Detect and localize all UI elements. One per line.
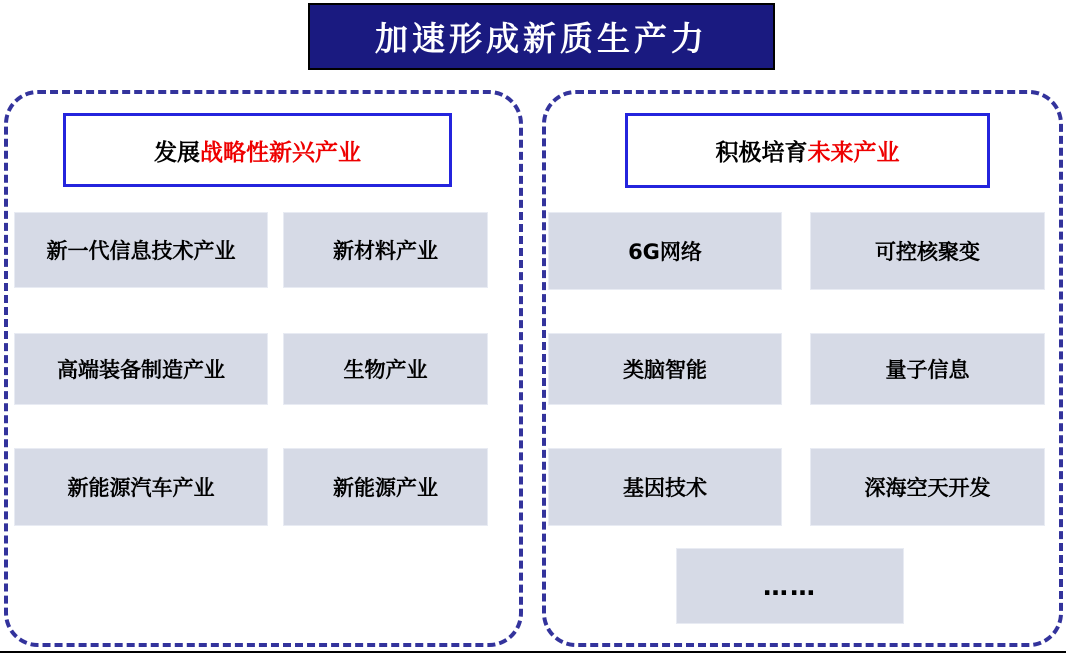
item-deep-sea-aerospace: 深海空天开发 [810,448,1045,526]
left-header-prefix: 发展 [154,139,200,166]
item-gene-technology: 基因技术 [548,448,782,526]
strategic-emerging-industries-panel [4,90,523,647]
item-nev-industry: 新能源汽车产业 [14,448,268,526]
item-new-materials: 新材料产业 [283,212,488,288]
item-quantum-info: 量子信息 [810,333,1045,405]
right-panel-header [625,113,990,188]
item-brain-like-ai: 类脑智能 [548,333,782,405]
future-industries-panel [542,90,1063,647]
item-next-gen-it: 新一代信息技术产业 [14,212,268,288]
left-panel-header [63,113,452,187]
right-header-prefix: 积极培育 [715,140,808,166]
item-controlled-fusion: 可控核聚变 [810,212,1045,290]
page-title: 加速形成新质生产力 [308,3,775,70]
item-biotech-industry: 生物产业 [283,333,488,405]
item-new-energy-industry: 新能源产业 [283,448,488,526]
item-high-end-equipment: 高端装备制造产业 [14,333,268,405]
left-header-highlight: 战略性新兴产业 [200,139,361,166]
item-6g-network: 6G网络 [548,212,782,290]
right-header-highlight: 未来产业 [807,140,900,166]
item-more-ellipsis: …… [676,548,904,624]
